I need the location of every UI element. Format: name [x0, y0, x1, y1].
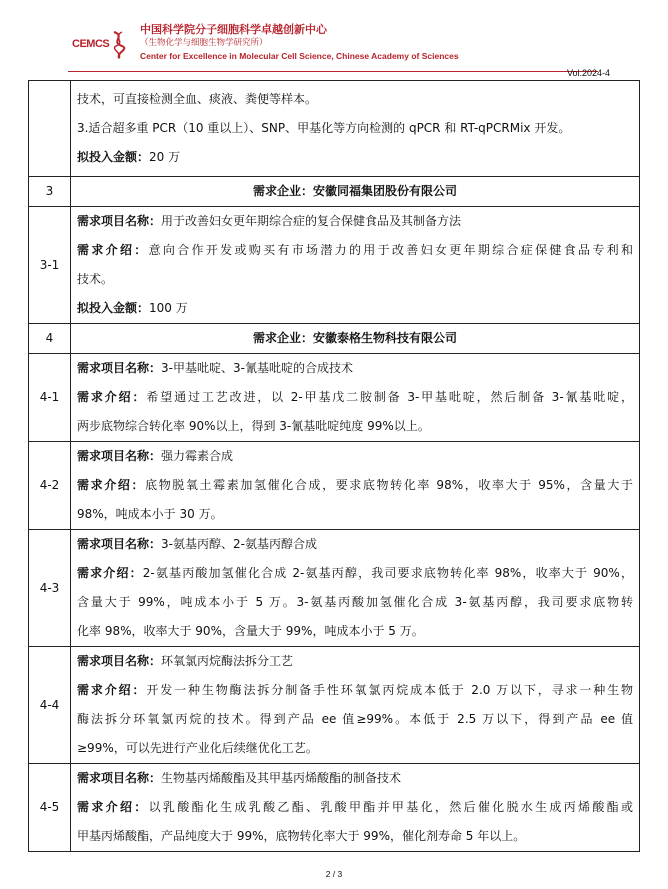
intro-label: 需求介绍： [77, 800, 149, 814]
item-cell [71, 442, 640, 530]
project-line [77, 354, 633, 383]
project-name: 环氧氯丙烷酶法拆分工艺 [161, 654, 294, 668]
intro-text: ≥99%，可以先进行产业化后续继优化工艺。 [77, 741, 318, 755]
table-row [29, 442, 640, 530]
page-number: 2 / 3 [325, 869, 343, 879]
org-name-cn: 中国科学院分子细胞科学卓越创新中心 [140, 23, 327, 36]
page-header [68, 22, 588, 70]
intro-text: 甲基丙烯酸酯，产品纯度大于 99%，底物转化率大于 99%，催化剂寿命 5 年以上。 [77, 829, 526, 843]
project-label: 需求项目名称： [77, 771, 162, 785]
project-line [77, 647, 633, 676]
intro-text: 开发一种生物酶法拆分制备手性环氧氯丙烷成本低于 2.0 万以下，寻求一种生物 [146, 683, 633, 697]
project-name: 3-氨基丙醇、2-氨基丙醇合成 [161, 537, 317, 551]
intro-label: 需求介绍： [77, 566, 143, 580]
volume-label: Vol.2024-4 [566, 68, 610, 78]
intro-text: 技术。 [77, 272, 114, 286]
table-row [29, 647, 640, 764]
item-cell [71, 530, 640, 647]
project-label: 需求项目名称： [77, 449, 162, 463]
invest-label: 拟投入金额： [77, 150, 150, 164]
project-label: 需求项目名称： [77, 361, 162, 375]
intro-text: 含量大于 99%，吨成本小于 5 万。3-氨基丙酸加氢催化合成 3-氨基丙醇，我司要求底物转 [77, 595, 633, 609]
item-number: 4-3 [29, 530, 71, 647]
header-divider [68, 71, 598, 72]
org-subtitle: （生物化学与细胞生物学研究所） [140, 38, 268, 48]
invest-line [77, 294, 633, 323]
intro-line [77, 793, 633, 822]
project-line [77, 207, 633, 236]
org-name-en: Center for Excellence in Molecular Cell Science, Chinese Academy of Sciences [140, 51, 459, 61]
item-number: 3-1 [29, 207, 71, 324]
company-title: 需求企业：安徽泰格生物科技有限公司 [71, 324, 640, 354]
cemcs-logo [68, 30, 130, 60]
company-row [29, 177, 640, 207]
continuation-cell [71, 81, 640, 177]
invest-label: 拟投入金额： [77, 301, 150, 315]
table-row [29, 207, 640, 324]
item-number [29, 81, 71, 177]
intro-label: 需求介绍： [77, 390, 147, 404]
intro-text: 底物脱氧土霉素加氢催化合成，要求底物转化率 98%，收率大于 95%，含量大于 [145, 478, 633, 492]
item-cell [71, 647, 640, 764]
project-label: 需求项目名称： [77, 654, 162, 668]
intro-label: 需求介绍： [77, 243, 149, 257]
item-number: 4-4 [29, 647, 71, 764]
intro-line [77, 471, 633, 500]
intro-line [77, 236, 633, 265]
project-name: 生物基丙烯酸酯及其甲基丙烯酸酯的制备技术 [161, 771, 402, 785]
intro-text: 酶法拆分环氧氯丙烷的技术。得到产品 ee 值≥99%。本低于 2.5 万以下，得到产品 ee 值 [77, 712, 633, 726]
table-row [29, 530, 640, 647]
organization-name [140, 22, 459, 63]
item-number: 4-2 [29, 442, 71, 530]
project-name: 强力霉素合成 [161, 449, 234, 463]
item-number: 4-1 [29, 354, 71, 442]
intro-label: 需求介绍： [77, 683, 147, 697]
intro-line [77, 559, 633, 588]
intro-label: 需求介绍： [77, 478, 146, 492]
text-line: 3.适合超多重 PCR（10 重以上）、SNP、甲基化等方向检测的 qPCR 和 RT-qPCRMix 开发。 [77, 121, 571, 135]
company-title: 需求企业：安徽同福集团股份有限公司 [71, 177, 640, 207]
helix-logo-icon [108, 30, 130, 60]
company-row [29, 324, 640, 354]
text-line: 技术，可直接检测全血、痰液、粪便等样本。 [77, 92, 318, 106]
intro-text: 以乳酸酯化生成乳酸乙酯、乳酸甲酯并甲基化，然后催化脱水生成丙烯酸酯或 [148, 800, 633, 814]
project-line [77, 442, 633, 471]
intro-text: 98%，吨成本小于 30 万。 [77, 507, 223, 521]
project-label: 需求项目名称： [77, 537, 162, 551]
project-line [77, 530, 633, 559]
item-cell [71, 764, 640, 852]
company-number: 3 [29, 177, 71, 207]
project-line [77, 764, 633, 793]
intro-text: 希望通过工艺改进，以 2-甲基戊二胺制备 3-甲基吡啶，然后制备 3-氰基吡啶， [146, 390, 633, 404]
intro-text: 两步底物综合转化率 90%以上，得到 3-氰基吡啶纯度 99%以上。 [77, 419, 430, 433]
invest-line [77, 143, 633, 172]
invest-value: 20 万 [149, 150, 181, 164]
table-row [29, 354, 640, 442]
intro-text: 化率 98%，收率大于 90%，含量大于 99%，吨成本小于 5 万。 [77, 624, 424, 638]
table-row [29, 81, 640, 177]
project-label: 需求项目名称： [77, 214, 162, 228]
item-cell [71, 207, 640, 324]
intro-line [77, 676, 633, 705]
intro-text: 2-氨基丙酸加氢催化合成 2-氨基丙醇，我司要求底物转化率 98%，收率大于 90%， [142, 566, 633, 580]
project-name: 用于改善妇女更年期综合症的复合保健食品及其制备方法 [161, 214, 462, 228]
invest-value: 100 万 [149, 301, 188, 315]
item-number: 4-5 [29, 764, 71, 852]
demand-table [28, 80, 640, 852]
project-name: 3-甲基吡啶、3-氰基吡啶的合成技术 [161, 361, 353, 375]
intro-text: 意向合作开发或购买有市场潜力的用于改善妇女更年期综合症保健食品专利和 [148, 243, 633, 257]
intro-line [77, 383, 633, 412]
logo-text: CEMCS [72, 38, 110, 50]
company-number: 4 [29, 324, 71, 354]
table-row [29, 764, 640, 852]
item-cell [71, 354, 640, 442]
